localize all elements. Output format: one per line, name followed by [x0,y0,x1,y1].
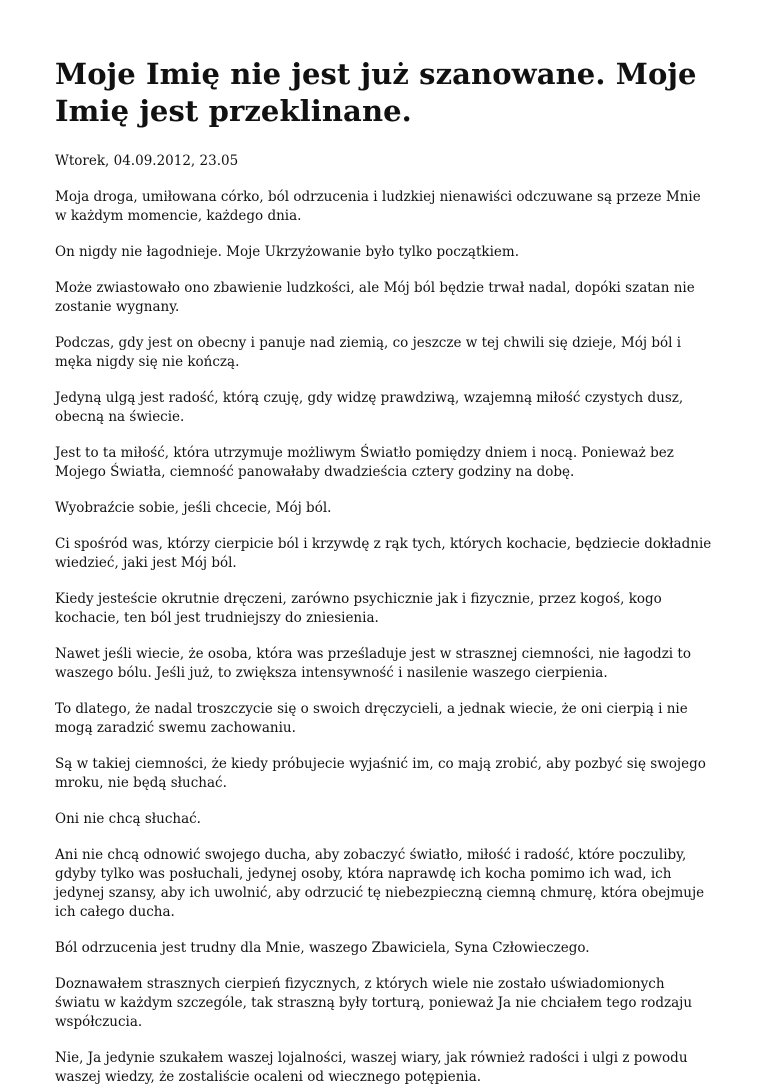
paragraph: Nawet jeśli wiecie, że osoba, która was prześladuje jest w strasznej ciemności, nie łagodzi to waszego bólu. Jeśli już, to zwiększa intensywność i nasilenie waszego cierpienia. [55,646,691,681]
paragraph: Jest to ta miłość, która utrzymuje możliwym Światło pomiędzy dniem i nocą. Ponieważ bez Mojego Światła, ciemność panowałaby dwadzieścia cztery godziny na dobę. [55,445,674,480]
page-title: Moje Imię nie jest już szanowane. Moje Imię jest przeklinane. [55,57,697,128]
post-date: Wtorek, 04.09.2012, 23.05 [55,153,239,169]
paragraph: Doznawałem strasznych cierpień fizycznych, z których wiele nie zostało uświadomionych światu w każdym szczególe, tak straszną były torturą, ponieważ Ja nie chciałem tego rodzaju współczucia. [55,976,693,1030]
document-page [55,56,713,1087]
paragraph: To dlatego, że nadal troszczycie się o swoich dręczycieli, a jednak wiecie, że oni cierpią i nie mogą zaradzić swemu zachowaniu. [55,701,688,736]
paragraph: On nigdy nie łagodnieje. Moje Ukrzyżowanie było tylko początkiem. [55,244,519,260]
paragraph: Podczas, gdy jest on obecny i panuje nad ziemią, co jeszcze w tej chwili się dzieje, Mój ból i męka nigdy się nie kończą. [55,335,682,370]
paragraph: Ból odrzucenia jest trudny dla Mnie, waszego Zbawiciela, Syna Człowieczego. [55,940,590,956]
paragraph: Moja droga, umiłowana córko, ból odrzucenia i ludzkiej nienawiści odczuwane są przeze Mnie w każdym momencie, każdego dnia. [55,189,701,224]
paragraph: Wyobraźcie sobie, jeśli chcecie, Mój ból. [55,500,332,516]
paragraph: Jedyną ulgą jest radość, którą czuję, gdy widzę prawdziwą, wzajemną miłość czystych dusz, obecną na świecie. [55,390,684,425]
paragraph: Są w takiej ciemności, że kiedy próbujecie wyjaśnić im, co mają zrobić, aby pozbyć się swojego mroku, nie będą słuchać. [55,756,706,791]
paragraph: Nie, Ja jedynie szukałem waszej lojalności, waszej wiary, jak również radości i ulgi z powodu waszej wiedzy, że zostaliście ocaleni od wiecznego potępienia. [55,1050,688,1085]
paragraph: Ani nie chcą odnowić swojego ducha, aby zobaczyć światło, miłość i radość, które poczuliby, gdyby tylko was posłuchali, jedynej osoby, która naprawdę ich kocha pomimo ich wad, ich jedynej szansy, aby ich uwolnić, aby odrzucić tę niebezpieczną ciemną chmurę, która obejmuje ich całego ducha. [55,847,705,920]
paragraph: Ci spośród was, którzy cierpicie ból i krzywdę z rąk tych, których kochacie, będziecie dokładnie wiedzieć, jaki jest Mój ból. [55,536,712,571]
paragraph: Oni nie chcą słuchać. [55,811,201,827]
paragraph: Może zwiastowało ono zbawienie ludzkości, ale Mój ból będzie trwał nadal, dopóki szatan nie zostanie wygnany. [55,280,695,315]
paragraph: Kiedy jesteście okrutnie dręczeni, zarówno psychicznie jak i fizycznie, przez kogoś, kogo kochacie, ten ból jest trudniejszy do zniesienia. [55,591,662,626]
